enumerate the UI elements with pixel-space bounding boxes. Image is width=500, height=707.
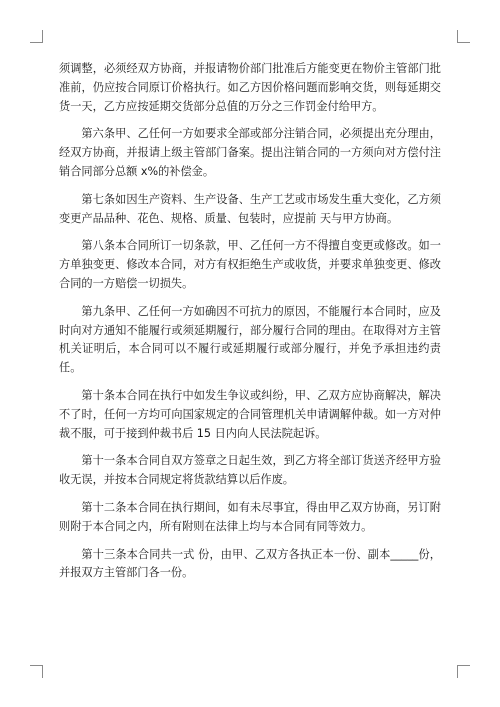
paragraph-continuation: 须调整，必须经双方协商，并报请物价部门批准后方能变更在物价主管部门批准前，仍应按合同原订价格执行。如乙方因价格问题而影响交货，则每延期交货一天，乙方应按延期交货部分总值的万分之三作罚金付给甲方。 (59, 62, 441, 113)
paragraph-article-13: 第十三条本合同共一式 份，由甲、乙双方各执正本一份、副本_____份，并报双方主管部门各一份。 (59, 547, 441, 580)
paragraph-article-10: 第十条本合同在执行中如发生争议或纠纷，甲、乙双方应协商解决，解决不了时，任何一方均可向国家规定的合同管理机关申请调解仲裁。如一方对仲裁不服，可于接到仲裁书后 15 日内向人民法院起诉。 (59, 388, 441, 440)
document-body (59, 60, 441, 592)
paragraph-article-9: 第九条甲、乙任何一方如确因不可抗力的原因，不能履行本合同时，应及时向对方通知不能履行或须延期履行，部分履行合同的理由。在取得对方主管机关证明后，本合同可以不履行或延期履行或部分履行，并免予承担违约责任。 (59, 304, 441, 375)
crop-mark-top-right (457, 30, 470, 43)
paragraph-article-6: 第六条甲、乙任何一方如要求全部或部分注销合同，必须提出充分理由，经双方协商，并报请上级主管部门备案。提出注销合同的一方须向对方偿付注销合同部分总额 x%的补偿金。 (59, 127, 441, 178)
crop-mark-top-left (30, 30, 43, 43)
paragraph-article-7: 第七条如因生产资料、生产设备、生产工艺或市场发生重大变化，乙方须变更产品品种、花色、规格、质量、包装时，应提前 天与甲方协商。 (59, 192, 441, 225)
paragraph-article-8: 第八条本合同所订一切条款，甲、乙任何一方不得擅自变更或修改。如一方单独变更、修改本合同，对方有权拒绝生产或收货，并要求单独变更、修改合同的一方赔偿一切损失。 (59, 239, 441, 290)
paragraph-article-11: 第十一条本合同自双方签章之日起生效，到乙方将全部订货送齐经甲方验收无误，并按本合同规定将货款结算以后作废。 (59, 454, 441, 487)
crop-mark-bottom-right (457, 665, 470, 678)
crop-mark-bottom-left (30, 665, 43, 678)
paragraph-article-12: 第十二条本合同在执行期间，如有未尽事宜，得由甲乙双方协商，另订附则附于本合同之内，所有附则在法律上均与本合同有同等效力。 (59, 500, 441, 533)
